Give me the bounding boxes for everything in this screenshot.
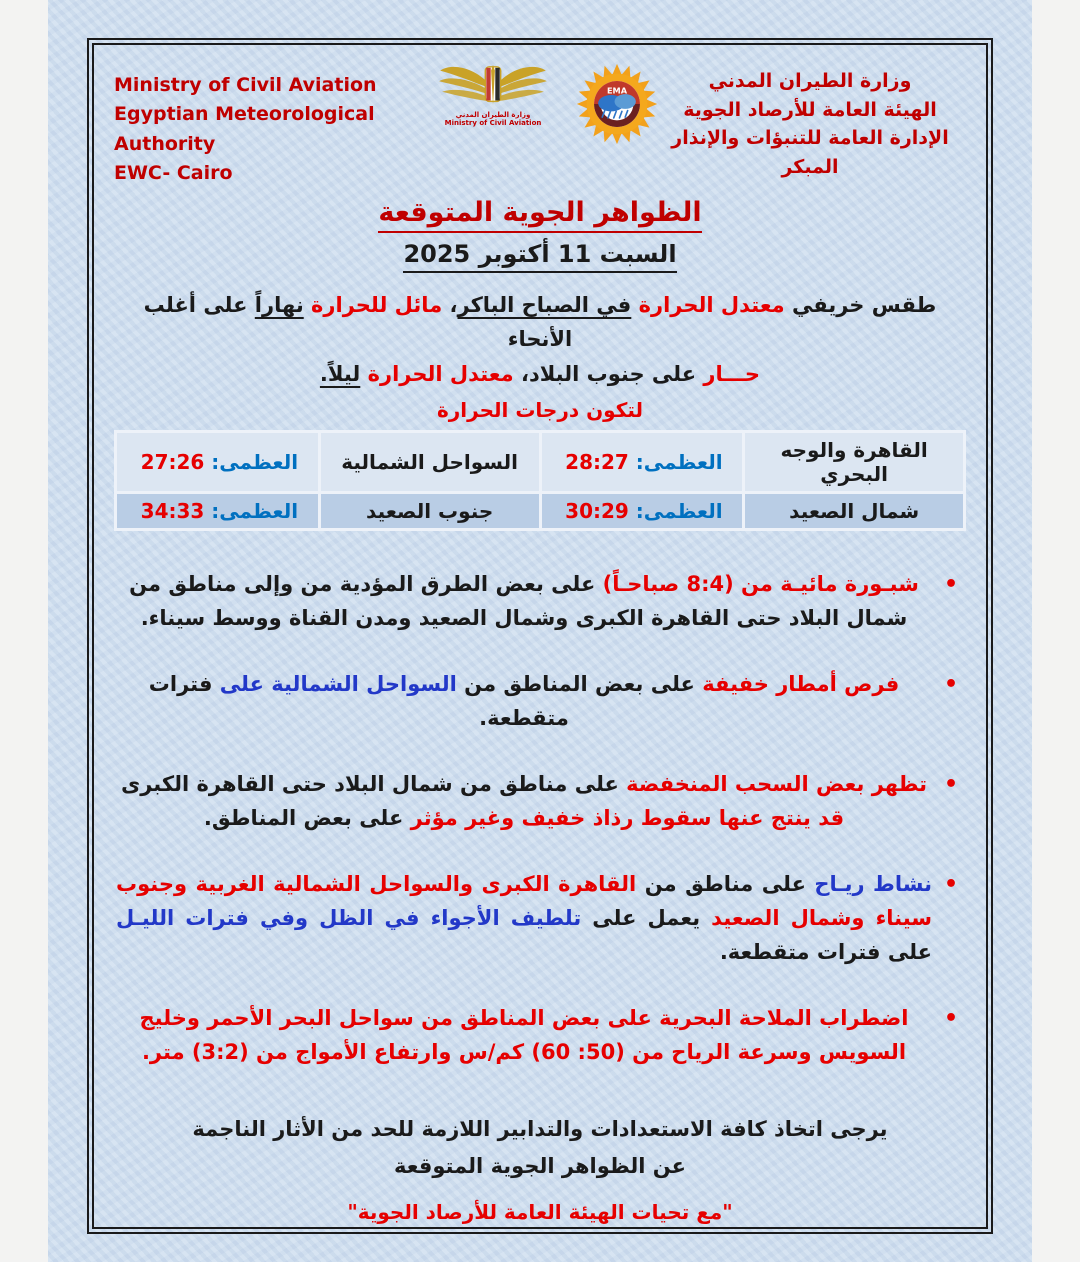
text-segment-red: تظهر بعض السحب المنخفضة — [618, 771, 927, 796]
text-segment-blue: السواحل الشمالية على — [212, 671, 457, 696]
bullet-marker-icon: • — [943, 1005, 958, 1031]
closing-text — [114, 1111, 966, 1185]
ministry-of-civil-aviation-logo — [432, 63, 554, 128]
text-segment-black: على مناطق من — [636, 871, 806, 896]
max-label: العظمى: — [628, 449, 723, 474]
max-temperature-cell — [116, 492, 320, 529]
max-label: العظمى: — [204, 498, 299, 523]
text-segment-black: ، — [442, 292, 458, 317]
text-segment-black: على جنوب البلاد، — [513, 362, 697, 387]
text-segment-red: معتدل الحرارة — [360, 362, 514, 387]
text-segment-black: على بعض الطرق المؤدية من وإلى مناطق من شمال البلاد حتى القاهرة الكبرى وشمال الصعيد ومدن القناة ووسط سيناء. — [121, 571, 908, 630]
arabic-header-line: الهيئة العامة للأرصاد الجوية — [683, 98, 937, 121]
text-segment-black: على أغلب الأنحاء — [136, 292, 573, 352]
ministry-logo-caption-english: Ministry of Civil Aviation — [444, 119, 542, 128]
ema-logo-text: EMA — [606, 85, 628, 96]
temperatures-heading: لتكون درجات الحرارة — [436, 397, 644, 422]
forecast-bullet-list — [108, 567, 964, 1069]
max-temperature-cell — [540, 431, 744, 492]
text-segment-black: يعمل على — [581, 905, 701, 930]
text-segment-red: فرص أمطار خفيفة — [694, 671, 900, 696]
forecast-bullet-item — [116, 1001, 964, 1069]
text-segment-black: على مناطق من شمال البلاد حتى القاهرة الكبرى — [113, 771, 619, 796]
forecast-bullet-item — [108, 867, 964, 969]
document-paper — [48, 0, 1032, 1262]
closing-line-1: يرجى اتخاذ كافة الاستعدادات والتدابير اللازمة للحد من الأثار الناجمة — [192, 1116, 888, 1141]
ministry-wings-icon — [434, 63, 552, 111]
arabic-header-text — [658, 57, 966, 181]
english-header-line: Egyptian Meteorological Authority — [114, 103, 375, 155]
text-segment-black: طقس خريفي — [784, 292, 937, 317]
region-cell: السواحل الشمالية — [319, 431, 540, 492]
text-segment-black: فترات متقطعة. — [141, 671, 569, 730]
temperature-table — [114, 430, 966, 531]
document-header — [114, 57, 966, 189]
region-cell: جنوب الصعيد — [319, 492, 540, 529]
english-header-line: EWC- Cairo — [114, 162, 233, 185]
intro-line-1 — [114, 288, 966, 357]
forecast-bullet-item — [113, 767, 964, 835]
signature-line: "مع تحيات الهيئة العامة للأرصاد الجوية" — [347, 1200, 733, 1225]
bullet-marker-icon: • — [943, 771, 958, 797]
bullet-marker-icon: • — [943, 571, 958, 597]
region-cell: القاهرة والوجه البحري — [744, 431, 965, 492]
forecast-bullet-item — [116, 567, 964, 635]
page-title: الظواهر الجوية المتوقعة — [114, 197, 966, 228]
arabic-header-line: الإدارة العامة للتنبؤات والإنذار المبكر — [671, 127, 949, 178]
max-label: العظمى: — [204, 449, 299, 474]
intro-paragraph — [114, 288, 966, 392]
text-segment-red: قد ينتج عنها سقوط رذاذ خفيف وغير مؤثر — [403, 805, 845, 830]
text-segment-black: على فترات متقطعة. — [719, 939, 932, 964]
text-segment-black: على بعض المناطق. — [203, 805, 404, 830]
intro-line-2 — [114, 357, 966, 392]
ministry-logo-caption-arabic: وزارة الطيران المدني — [455, 111, 531, 119]
text-segment-blue: تلطيف الأجواء في الظل وفي فترات الليـل — [108, 905, 582, 930]
text-segment-black: في الصباح الباكر — [457, 292, 632, 317]
date-line: السبت 11 أكتوبر 2025 — [114, 240, 966, 268]
ema-sun-logo-icon — [576, 63, 658, 145]
max-value: 34:33 — [140, 498, 205, 523]
max-value: 30:29 — [565, 498, 629, 523]
max-temperature-cell — [116, 431, 320, 492]
max-temperature-cell — [540, 492, 744, 529]
temperature-table-row — [116, 431, 965, 492]
double-border-frame — [87, 38, 993, 1234]
text-segment-red: حـــار — [696, 362, 761, 387]
max-value: 28:27 — [565, 449, 629, 474]
bullet-marker-icon: • — [943, 671, 958, 697]
header-logos — [432, 57, 658, 145]
text-segment-red: القاهرة الكبرى والسواحل الشمالية الغربية وجنوب سيناء وشمال الصعيد — [108, 871, 932, 930]
temperature-table-row — [116, 492, 965, 529]
text-segment-red: اضطراب الملاحة البحرية على بعض المناطق من سواحل البحر الأحمر وخليج السويس وسرعة الرياح من (50: 60) كم/س وارتفاع الأمواج من (3:2) متر. — [132, 1005, 909, 1064]
arabic-header-line: وزارة الطيران المدني — [708, 70, 912, 92]
text-segment-black: ليلاً. — [319, 362, 361, 387]
text-segment-black: على بعض المناطق من — [456, 671, 695, 696]
english-header-line: Ministry of Civil Aviation — [114, 74, 377, 96]
max-value: 27:26 — [140, 449, 205, 474]
max-label: العظمى: — [628, 498, 723, 523]
text-segment-blue: نشاط ريـاح — [805, 871, 932, 896]
forecast-bullet-item — [116, 667, 964, 735]
text-segment-red: شبـورة مائيـة من (8:4 صباحـاً) — [595, 571, 919, 596]
closing-line-2: عن الظواهر الجوية المتوقعة — [394, 1153, 686, 1178]
text-segment-red: مائل للحرارة — [303, 292, 443, 317]
text-segment-red: معتدل الحرارة — [631, 292, 785, 317]
text-segment-black: نهاراً — [254, 292, 304, 317]
region-cell: شمال الصعيد — [744, 492, 965, 529]
english-header-text — [114, 57, 432, 189]
bullet-marker-icon: • — [943, 871, 958, 897]
